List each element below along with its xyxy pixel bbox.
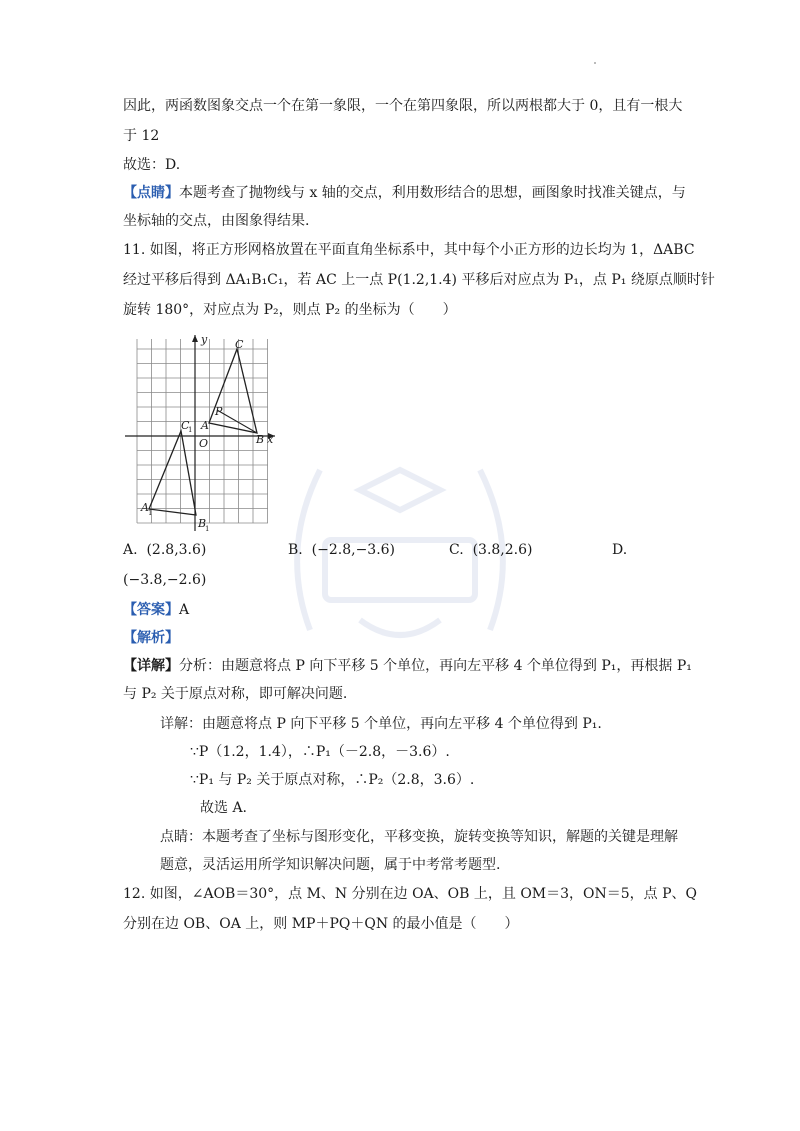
answer-line <box>123 600 189 620</box>
label-c1: C <box>181 419 190 432</box>
label-x: x <box>267 433 274 446</box>
dianjing1-line1 <box>123 183 686 203</box>
q11-line1: 11. 如图，将正方形网格放置在平面直角坐标系中，其中每个小正方形的边长均为 1，ΔABC <box>123 242 695 258</box>
label-y: y <box>201 333 208 346</box>
analysis-tag-text: 【解析】 <box>123 630 179 646</box>
dianjing-text: 本题考查了抛物线与 x 轴的交点，利用数形结合的思想，画图象时找准关键点，与 <box>179 185 686 201</box>
label-a1: A <box>141 501 149 514</box>
detail-line7: 点睛：本题考查了坐标与图形变化，平移变换，旋转变换等知识，解题的关键是理解 <box>160 829 678 845</box>
label-b: B <box>256 433 265 446</box>
detail-line2: 与 P₂ 关于原点对称，即可解决问题. <box>123 686 348 702</box>
option-b-value: (−2.8,−3.6) <box>311 542 396 558</box>
option-d-letter[interactable]: D. <box>612 542 628 558</box>
corner-dot <box>594 62 596 64</box>
q12-line2: 分别在边 OB、OA 上，则 MP＋PQ＋QN 的最小值是（ ） <box>123 916 519 932</box>
dianjing-tag: 【点睛】 <box>123 185 179 201</box>
option-c-value: (3.8,2.6) <box>472 542 533 558</box>
q11-line3: 旋转 180°，对应点为 P₂，则点 P₂ 的坐标为（ ） <box>123 302 457 318</box>
answer-tag: 【答案】 <box>123 602 179 618</box>
option-b-letter: B. <box>288 542 303 558</box>
detail-line6: 故选 A. <box>200 800 248 816</box>
label-c1-sub: 1 <box>188 426 193 434</box>
y-axis-arrow <box>192 335 198 342</box>
para1-line1: 因此，两函数图象交点一个在第一象限，一个在第四象限，所以两根都大于 0，且有一根大 <box>123 98 683 114</box>
analysis-tag <box>123 628 179 648</box>
label-b1: B <box>198 517 207 530</box>
label-c: C <box>235 338 244 351</box>
option-a-letter: A. <box>123 542 138 558</box>
choice1: 故选：D. <box>123 157 181 173</box>
option-a-value: (2.8,3.6) <box>146 542 207 558</box>
triangle-a1b1c1 <box>149 431 196 515</box>
detail-line1 <box>123 656 692 676</box>
q12-line1: 12. 如图，∠AOB＝30°，点 M、N 分别在边 OA、OB 上，且 OM＝3，ON＝5，点 P、Q <box>123 886 698 902</box>
detail-tag: 【详解】 <box>123 658 179 674</box>
triangle-abc <box>209 349 257 433</box>
detail-line3: 详解：由题意将点 P 向下平移 5 个单位，再向左平移 4 个单位得到 P₁. <box>160 716 602 732</box>
detail-line4: ∵P（1.2，1.4），∴P₁（－2.8，－3.6）. <box>190 744 450 760</box>
option-d-value: (−3.8,−2.6) <box>123 572 207 588</box>
option-c-letter: C. <box>449 542 464 558</box>
option-b[interactable] <box>288 540 395 560</box>
detail-line8: 题意，灵活运用所学知识解决问题，属于中考常考题型. <box>160 857 501 873</box>
label-a1-sub: 1 <box>148 509 153 517</box>
label-b1-sub: 1 <box>205 525 210 533</box>
q11-line2: 经过平移后得到 ΔA₁B₁C₁，若 AC 上一点 P(1.2,1.4) 平移后对应点为 P₁，点 P₁ 绕原点顺时针 <box>123 272 715 288</box>
label-a: A <box>201 419 209 432</box>
para1-line2: 于 12 <box>123 128 160 144</box>
coordinate-grid-figure <box>123 333 278 533</box>
dianjing1-line2: 坐标轴的交点，由图象得结果. <box>123 213 310 229</box>
detail-line5: ∵P₁ 与 P₂ 关于原点对称，∴P₂（2.8，3.6）. <box>190 772 475 788</box>
label-p: P <box>215 405 223 418</box>
option-a[interactable] <box>123 540 206 560</box>
answer-value: A <box>179 602 190 618</box>
option-c[interactable] <box>449 540 532 560</box>
label-o: O <box>199 437 209 450</box>
detail-line1-text: 分析：由题意将点 P 向下平移 5 个单位，再向左平移 4 个单位得到 P₁，再根据 P₁ <box>179 658 692 674</box>
